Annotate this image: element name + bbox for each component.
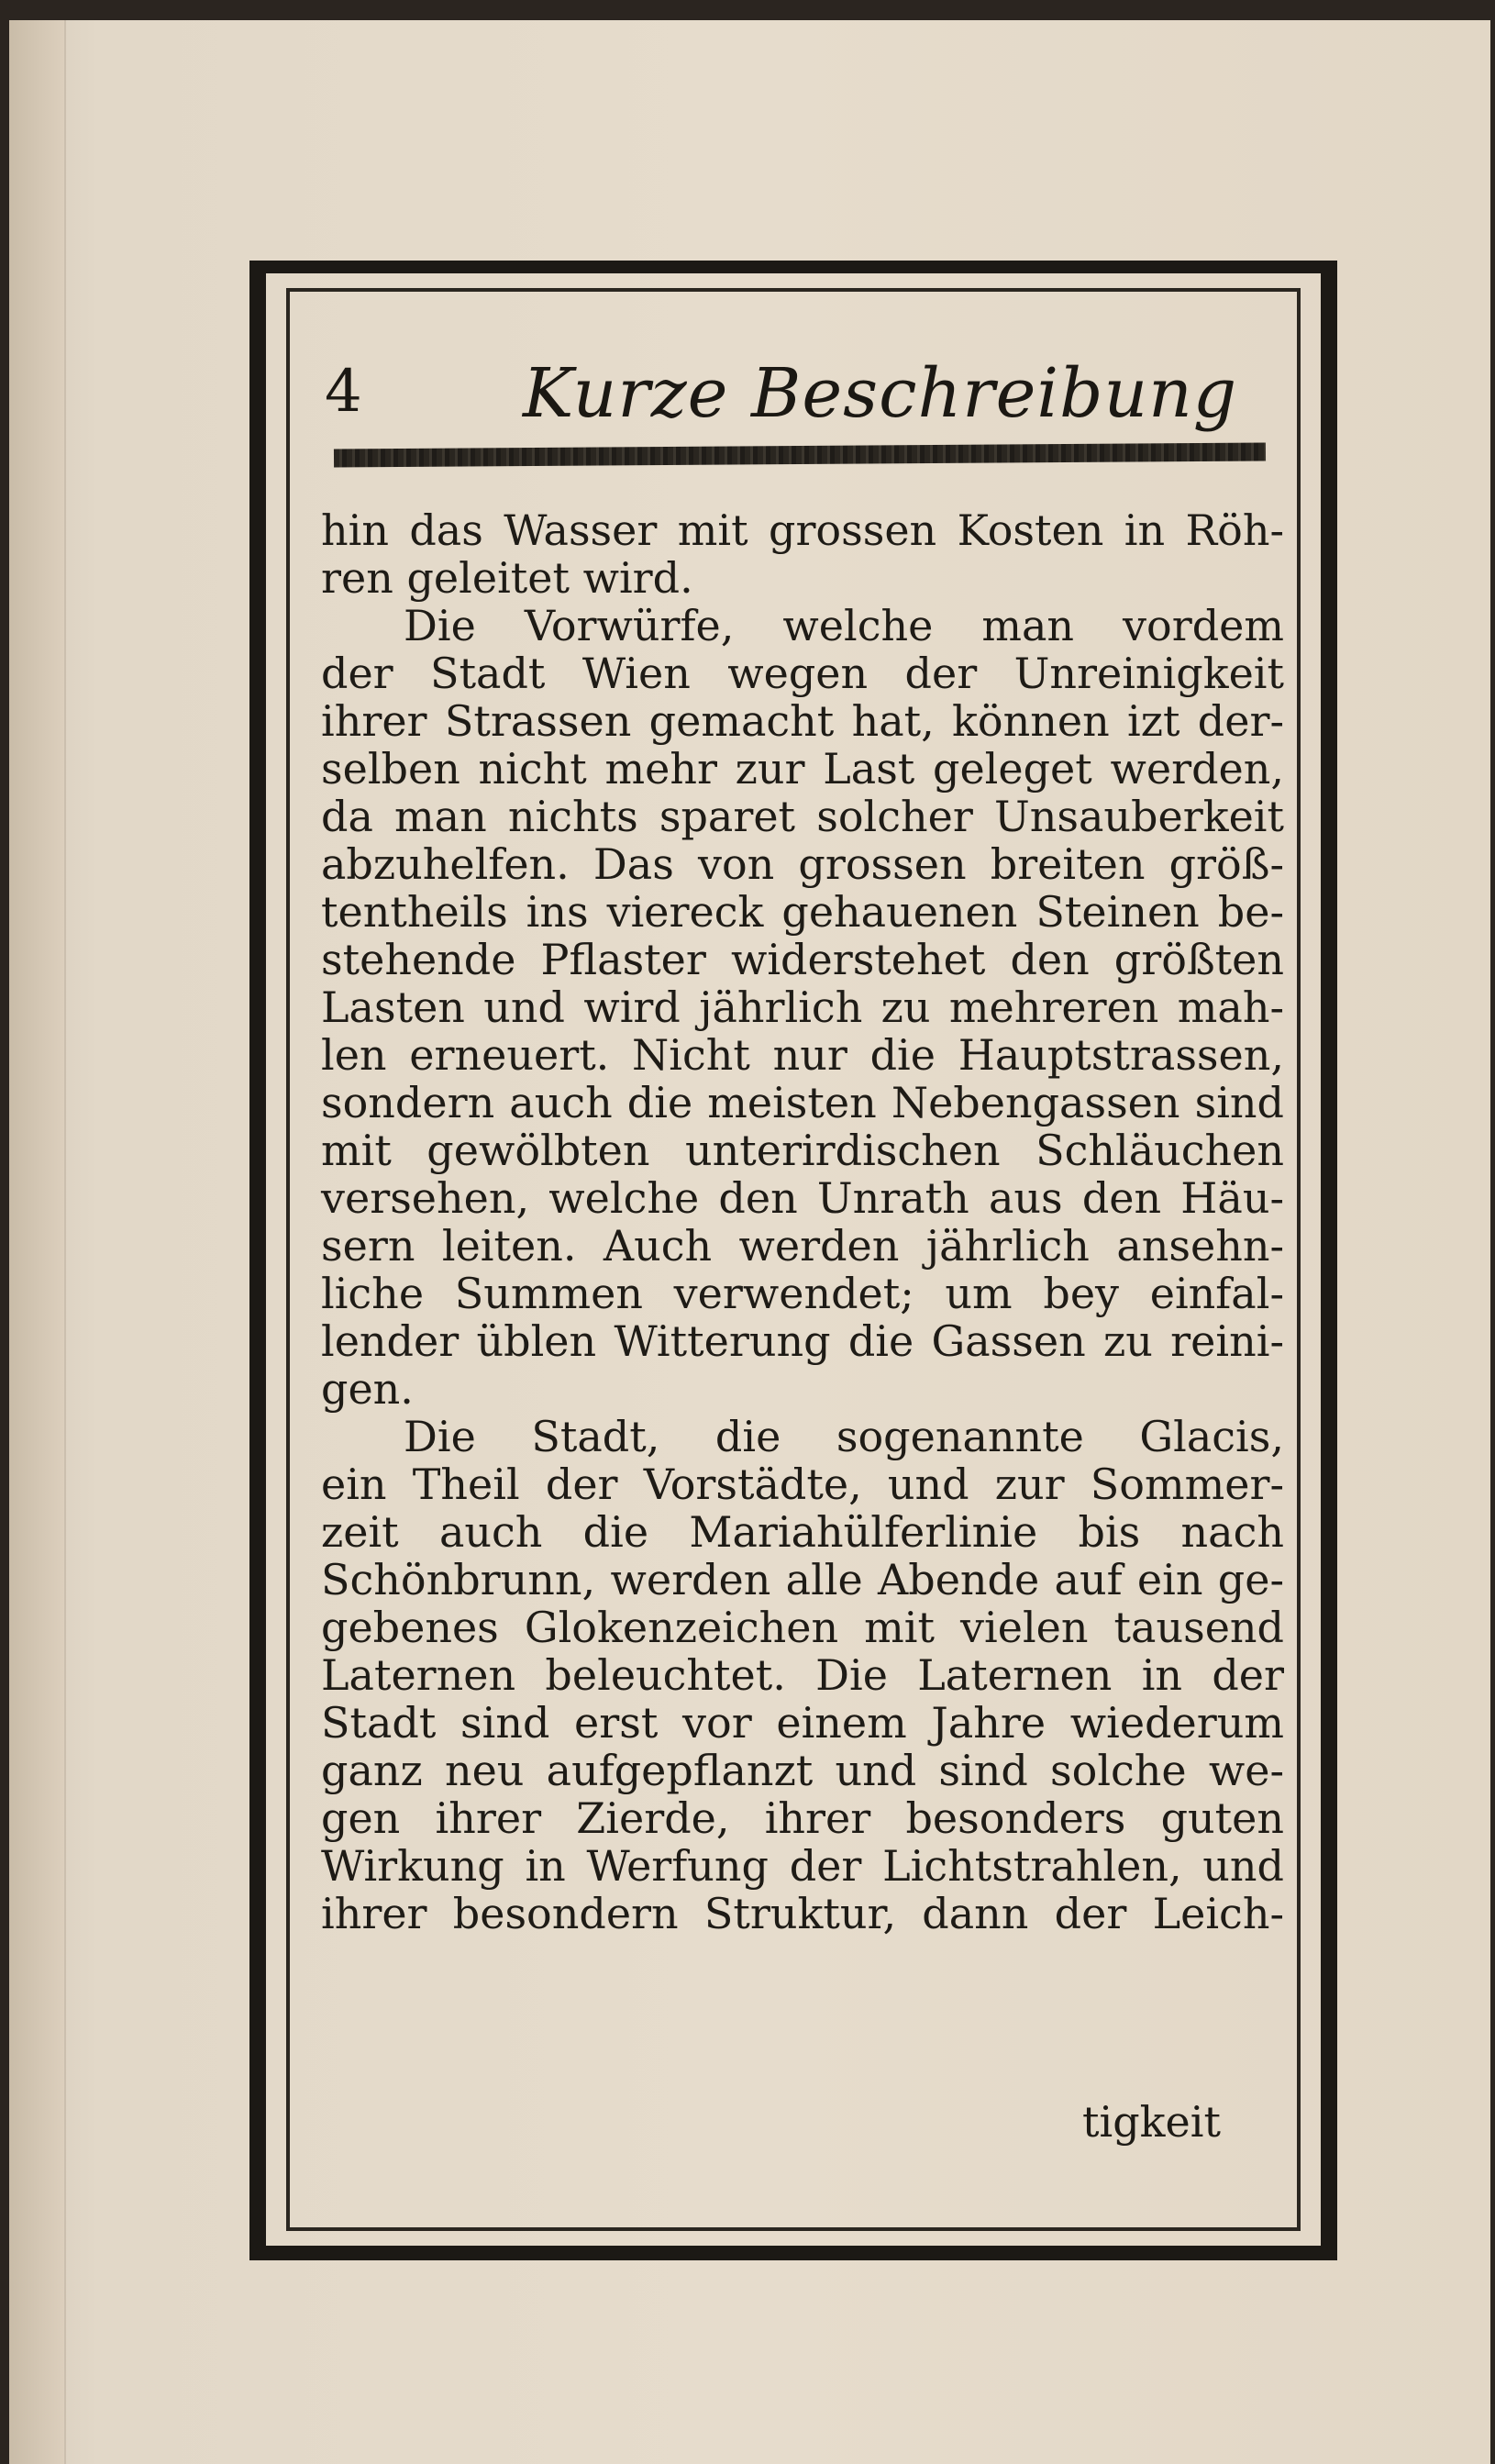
text-line: gebenes Glokenzeichen mit vielen tausend <box>321 1603 1284 1652</box>
body-text <box>321 506 1284 1937</box>
text-line: ihrer besondern Struktur, dann der Leich- <box>321 1889 1284 1938</box>
text-line: ganz neu aufgepflanzt und sind solche we- <box>321 1746 1284 1795</box>
catchword: tigkeit <box>1082 2097 1221 2147</box>
text-line: da man nichts sparet solcher Unsauberkeit <box>321 792 1284 841</box>
text-line: Die Vorwürfe, welche man vordem <box>404 601 1284 650</box>
text-line: hin das Wasser mit grossen Kosten in Röh- <box>321 505 1284 555</box>
text-line: ein Theil der Vorstädte, und zur Sommer- <box>321 1460 1284 1509</box>
text-line: mit gewölbten unterirdischen Schläuchen <box>321 1126 1284 1175</box>
text-line: gen ihrer Zierde, ihrer besonders guten <box>321 1793 1284 1843</box>
text-line: Die Stadt, die sogenannte Glacis, <box>404 1412 1284 1461</box>
running-head: Kurze Beschreibung <box>523 354 1238 433</box>
text-line: tentheils ins viereck gehauenen Steinen be- <box>321 887 1284 937</box>
text-line: len erneuert. Nicht nur die Hauptstrassen, <box>321 1030 1284 1080</box>
text-line: liche Summen verwendet; um bey einfal- <box>321 1269 1284 1318</box>
text-line: zeit auch die Mariahülferlinie bis nach <box>321 1507 1284 1557</box>
text-line: Schönbrunn, werden alle Abende auf ein ge- <box>321 1555 1284 1604</box>
text-line: selben nicht mehr zur Last geleget werden, <box>321 744 1284 794</box>
page-edge <box>9 20 66 2464</box>
text-line: stehende Pflaster widerstehet den größten <box>321 935 1284 984</box>
page-header <box>312 349 1275 431</box>
page-number: 4 <box>325 358 362 426</box>
text-line: versehen, welche den Unrath aus den Häu- <box>321 1173 1284 1223</box>
text-line: Wirkung in Werfung der Lichtstrahlen, und <box>321 1841 1284 1891</box>
text-line: Lasten und wird jährlich zu mehreren mah- <box>321 982 1284 1032</box>
text-line: Laternen beleuchtet. Die Laternen in der <box>321 1650 1284 1700</box>
text-line: sern leiten. Auch werden jährlich ansehn- <box>321 1221 1284 1271</box>
text-line: gen. <box>321 1364 414 1414</box>
text-line: Stadt sind erst vor einem Jahre wiederum <box>321 1698 1284 1748</box>
text-line: ihrer Strassen gemacht hat, können izt der- <box>321 696 1284 746</box>
text-line: sondern auch die meisten Nebengassen sind <box>321 1078 1284 1127</box>
text-line: ren geleitet wird. <box>321 553 693 603</box>
text-line: der Stadt Wien wegen der Unreinigkeit <box>321 649 1284 698</box>
text-line: lender üblen Witterung die Gassen zu reini- <box>321 1316 1284 1366</box>
text-line: abzuhelfen. Das von grossen breiten größ- <box>321 839 1284 889</box>
